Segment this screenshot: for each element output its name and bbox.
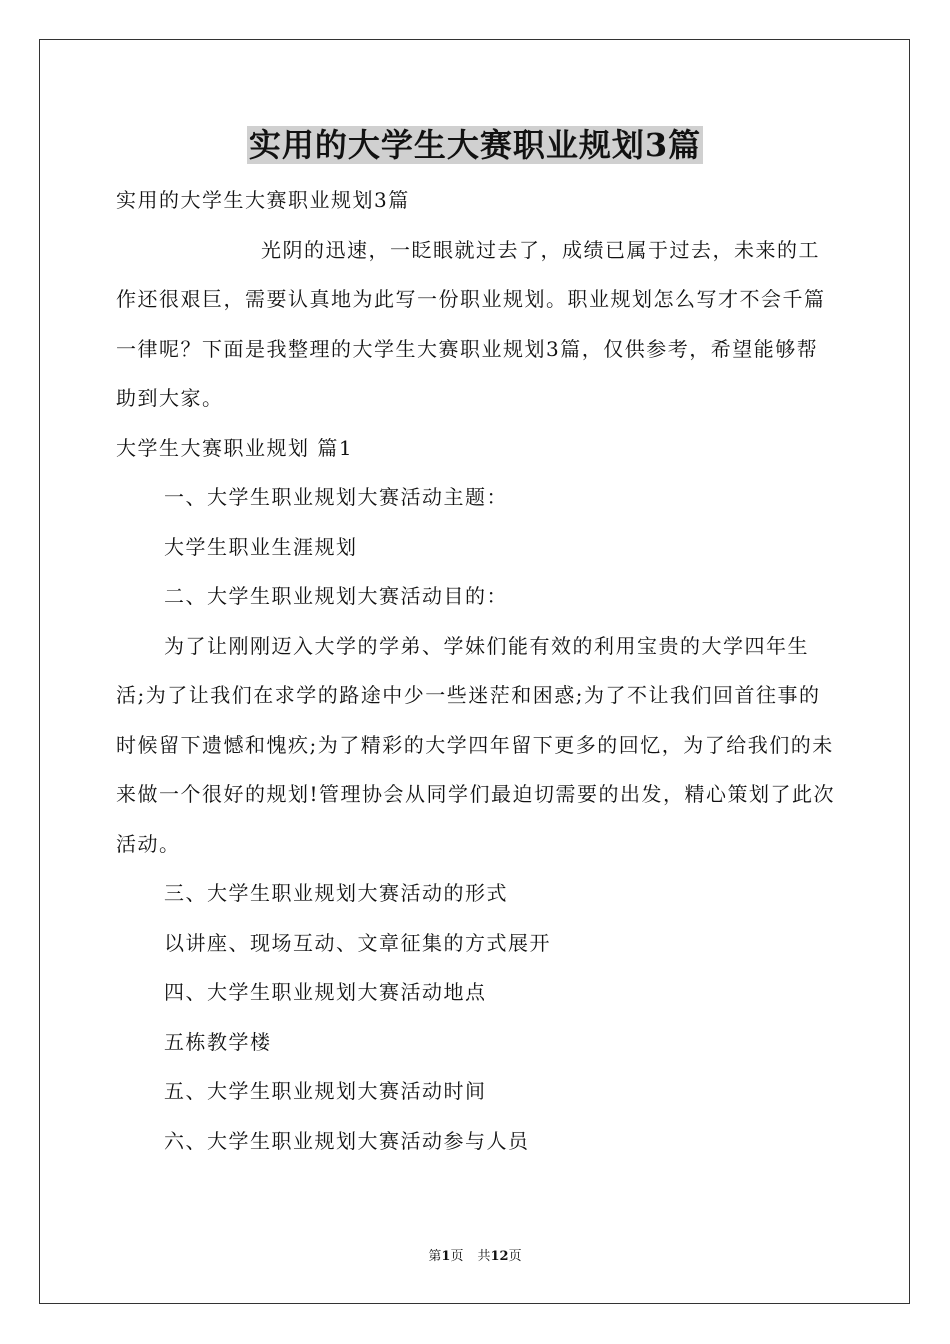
heading-activity-form: 三、大学生职业规划大赛活动的形式 [164,881,508,905]
heading-activity-location: 四、大学生职业规划大赛活动地点 [164,980,487,1004]
activity-theme-text: 大学生职业生涯规划 [164,534,358,559]
heading-activity-purpose: 二、大学生职业规划大赛活动目的： [164,584,508,608]
page-current: 1 [441,1249,451,1264]
activity-location-text: 五栋教学楼 [164,1029,272,1054]
page-footer [0,1248,950,1266]
heading-activity-theme: 一、大学生职业规划大赛活动主题： [164,485,508,509]
page-prefix: 第 [428,1249,442,1264]
total-prefix: 共 [477,1249,491,1264]
document-subtitle: 实用的大学生大赛职业规划3篇 [116,188,410,212]
page-total: 12 [490,1249,509,1264]
total-suffix: 页 [508,1249,522,1264]
activity-form-text: 以讲座、现场互动、文章征集的方式展开 [164,930,551,955]
section-heading: 大学生大赛职业规划 篇1 [116,435,354,460]
page-mid: 页 [450,1249,464,1264]
heading-activity-participants: 六、大学生职业规划大赛活动参与人员 [164,1128,530,1153]
document-title [0,122,950,168]
intro-paragraph: 光阴的迅速，一眨眼就过去了，成绩已属于过去，未来的工作还很艰巨，需要认真地为此写一份职业规划。职业规划怎么写才不会千篇一律呢？下面是我整理的大学生大赛职业规划3篇，仅供参考，希望能够帮助到大家。 [116,237,826,410]
document-title-text: 实用的大学生大赛职业规划3篇 [248,126,702,164]
activity-purpose-text: 为了让刚刚迈入大学的学弟、学妹们能有效的利用宝贵的大学四年生活;为了让我们在求学的路途中少一些迷茫和困惑;为了不让我们回首往事的时候留下遗憾和愧疚;为了精彩的大学四年留下更多的回忆，为了给我们的未来做一个很好的规划!管理协会从同学们最迫切需要的出发，精心策划了此次活动。 [116,633,836,856]
heading-activity-time: 五、大学生职业规划大赛活动时间 [164,1079,487,1103]
document-body [116,176,836,1166]
